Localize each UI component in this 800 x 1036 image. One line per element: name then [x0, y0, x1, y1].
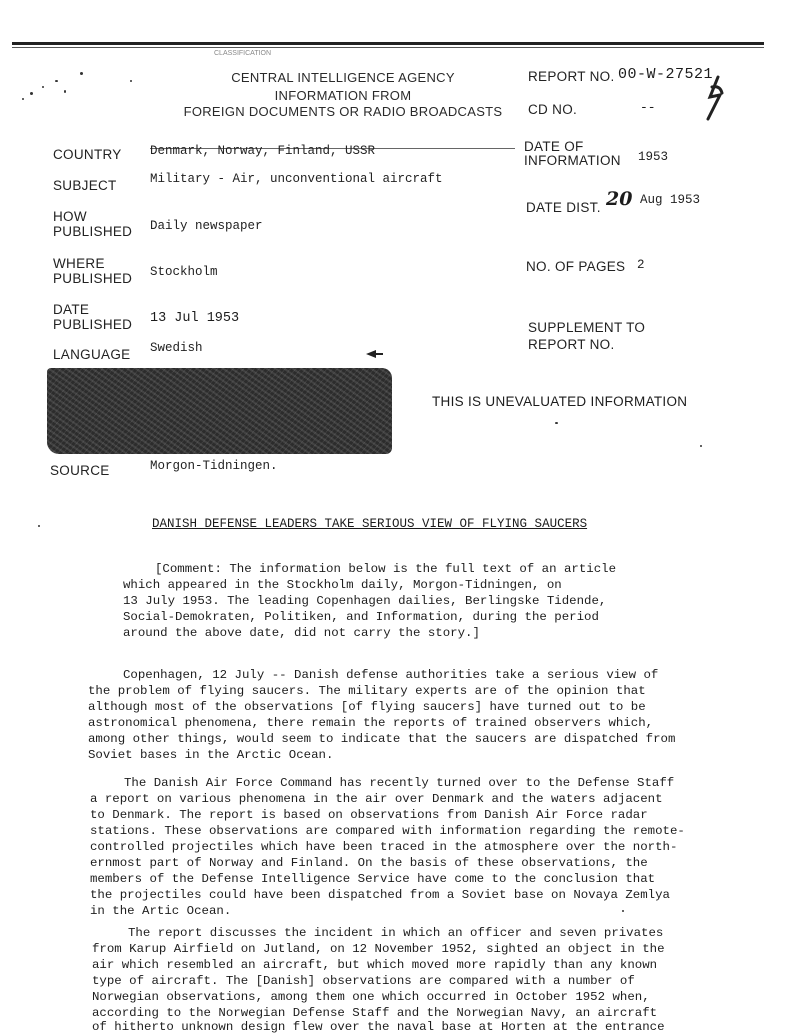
- scan-speck: [64, 90, 66, 93]
- paragraph-line: from Karup Airfield on Jutland, on 12 November 1952, sighted an object in the: [92, 942, 665, 956]
- cd-no-label: CD NO.: [528, 102, 578, 117]
- top-rule: [12, 42, 764, 45]
- language-value: Swedish: [150, 341, 203, 355]
- pages-label: NO. OF PAGES: [526, 259, 626, 274]
- pages-value: 2: [637, 258, 645, 272]
- paragraph-line: Soviet bases in the Arctic Ocean.: [88, 748, 334, 762]
- date-dist-label: DATE DIST.: [526, 200, 601, 215]
- scan-speck: [700, 445, 702, 447]
- paragraph-line: in the Artic Ocean.: [90, 904, 232, 918]
- comment-line: [Comment: The information below is the full text of an article: [155, 562, 617, 576]
- agency-name: CENTRAL INTELLIGENCE AGENCY: [231, 70, 455, 85]
- how-label-line1: HOW: [53, 209, 87, 224]
- where-value: Stockholm: [150, 265, 218, 279]
- header-foreign-docs: FOREIGN DOCUMENTS OR RADIO BROADCASTS: [183, 104, 503, 119]
- handwritten-mark-icon: [700, 75, 728, 123]
- country-label: COUNTRY: [53, 147, 122, 162]
- paragraph-line: to Denmark. The report is based on observations from Danish Air Force radar: [90, 808, 648, 822]
- date-info-label-line1: DATE OF: [524, 139, 584, 154]
- date-dist-handwritten-day: 20: [606, 188, 633, 210]
- date-label-line2: PUBLISHED: [53, 317, 133, 332]
- scan-speck: [38, 525, 40, 527]
- report-no-value: 00-W-27521: [618, 66, 714, 83]
- paragraph-line: controlled projectiles which have been traced in the atmosphere over the north-: [90, 840, 678, 854]
- supplement-label-line2: REPORT NO.: [528, 337, 615, 352]
- paragraph-line: a report on various phenomena in the air over Denmark and the waters adjacent: [90, 792, 663, 806]
- comment-line: around the above date, did not carry the story.]: [123, 626, 480, 640]
- date-dist-value: Aug 1953: [640, 193, 701, 207]
- paragraph-line: air which resembled an aircraft, but which moved more rapidly than any known: [92, 958, 658, 972]
- language-label: LANGUAGE: [53, 347, 131, 362]
- scan-speck: [130, 80, 132, 82]
- paragraph-line: ernmost part of Norway and Finland. On the basis of these observations, the: [90, 856, 648, 870]
- paragraph-line: although most of the observations [of flying saucers] have turned out to be: [88, 700, 646, 714]
- paragraph-line: stations. These observations are compared with information regarding the remote-: [90, 824, 685, 838]
- cd-no-value: --: [640, 100, 656, 115]
- comment-line: which appeared in the Stockholm daily, Morgon-Tidningen, on: [123, 578, 562, 592]
- date-published-value: 13 Jul 1953: [150, 311, 240, 326]
- scan-speck: [42, 86, 44, 88]
- paragraph-line: among other things, would seem to indicate that the saucers are dispatched from: [88, 732, 676, 746]
- redacted-block: [47, 368, 392, 454]
- supplement-label-line1: SUPPLEMENT TO: [528, 320, 646, 335]
- source-value: Morgon-Tidningen.: [150, 459, 278, 473]
- paragraph-line: astronomical phenomena, there remain the reports of trained observers which,: [88, 716, 654, 730]
- paragraph-line: type of aircraft. The [Danish] observations are compared with a number of: [92, 974, 635, 988]
- top-rule-thin: [12, 47, 764, 48]
- comment-line: 13 July 1953. The leading Copenhagen dailies, Berlingske Tidende,: [123, 594, 607, 608]
- scan-speck: [80, 72, 83, 75]
- paragraph-line: Norwegian observations, among them one which occurred in October 1952 when,: [92, 990, 650, 1004]
- article-title: DANISH DEFENSE LEADERS TAKE SERIOUS VIEW OF FLYING SAUCERS: [152, 517, 588, 531]
- scan-speck: [30, 92, 33, 95]
- scan-speck: [22, 98, 24, 100]
- paragraph-line: according to the Norwegian Defense Staff and the Norwegian Navy, an aircraft: [92, 1006, 658, 1020]
- paragraph-line: the projectiles could have been dispatched from a Soviet base on Novaya Zemlya: [90, 888, 670, 902]
- paragraph-line: The report discusses the incident in which an officer and seven privates: [128, 926, 664, 940]
- report-no-label: REPORT NO.: [528, 69, 615, 84]
- paragraph-line: The Danish Air Force Command has recently turned over to the Defense Staff: [124, 776, 675, 790]
- date-info-value: 1953: [638, 150, 669, 164]
- paragraph-line: the problem of flying saucers. The military experts are of the opinion that: [88, 684, 646, 698]
- scan-speck: [55, 80, 58, 82]
- scan-speck: [555, 422, 558, 424]
- arrow-mark-icon: [364, 348, 384, 360]
- where-label-line1: WHERE: [53, 256, 105, 271]
- unevaluated-notice: THIS IS UNEVALUATED INFORMATION: [432, 394, 688, 409]
- header-info-from: INFORMATION FROM: [274, 88, 412, 103]
- scan-speck: [622, 910, 624, 912]
- source-label: SOURCE: [50, 463, 110, 478]
- subject-value: Military - Air, unconventional aircraft: [150, 172, 443, 186]
- date-label-line1: DATE: [53, 302, 90, 317]
- paragraph-line: of hitherto unknown design flew over the naval base at Horten at the entrance: [92, 1020, 665, 1034]
- date-info-label-line2: INFORMATION: [524, 153, 621, 168]
- how-value: Daily newspaper: [150, 219, 263, 233]
- subject-label: SUBJECT: [53, 178, 117, 193]
- classification-stamp: CLASSIFICATION: [214, 50, 272, 57]
- how-label-line2: PUBLISHED: [53, 224, 133, 239]
- comment-line: Social-Demokraten, Politiken, and Information, during the period: [123, 610, 599, 624]
- country-value: Denmark, Norway, Finland, USSR: [150, 144, 376, 158]
- where-label-line2: PUBLISHED: [53, 271, 133, 286]
- paragraph-line: members of the Defense Intelligence Service have come to the conclusion that: [90, 872, 656, 886]
- paragraph-line: Copenhagen, 12 July -- Danish defense authorities take a serious view of: [123, 668, 659, 682]
